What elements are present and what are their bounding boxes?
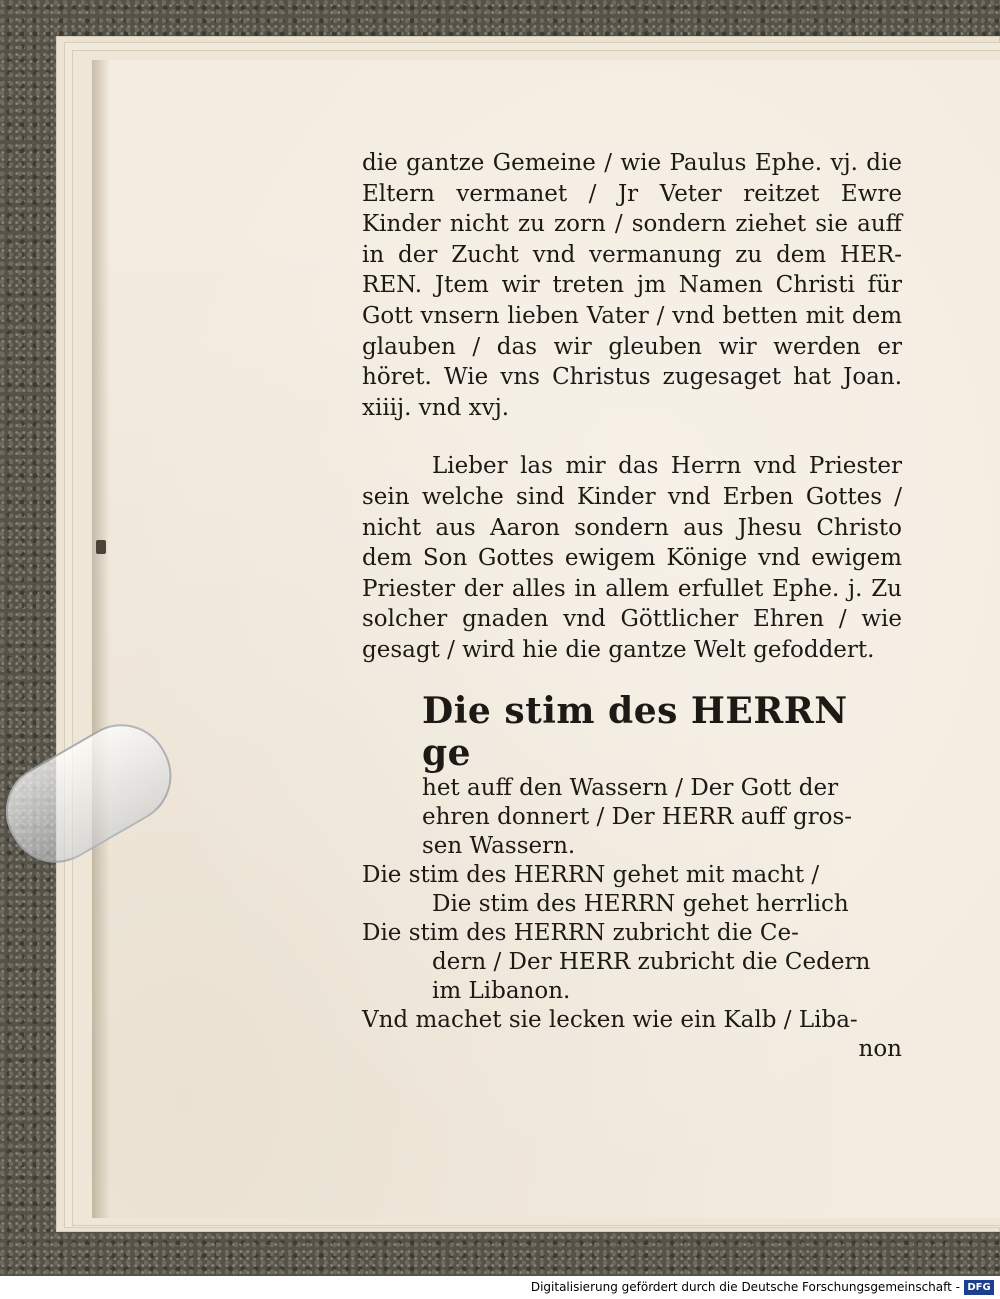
psalm-line: het auff den Wassern / Der Gott der bbox=[422, 775, 839, 801]
psalm-line: Die stim des HERRN zubricht die Ce- bbox=[362, 920, 799, 946]
funding-credit: Digitalisierung gefördert durch die Deutsche Forschungsgemeinschaft - bbox=[530, 1280, 960, 1294]
psalm-line: im Libanon. bbox=[432, 978, 571, 1004]
dfg-logo: DFG bbox=[964, 1280, 994, 1295]
footer-bar bbox=[0, 1276, 1000, 1299]
ink-stain bbox=[96, 540, 106, 554]
psalm-section bbox=[362, 690, 902, 1064]
psalm-line: non bbox=[858, 1036, 902, 1062]
paragraph-1: die gantze Gemeine / wie Paulus Ephe. vj. die Eltern vermanet / Jr Veter reitzet Ewre Kinder nicht zu zorn / sondern ziehet sie auff in der Zucht vnd vermanung zu dem HER-REN. Jtem wir treten jm Namen Christi für Gott vnsern lieben Vater / vnd betten mit dem glauben / das wir gleuben wir werden er höret. Wie vns Christus zugesaget hat Joan. xiiij. vnd xvj. bbox=[362, 150, 902, 421]
psalm-heading: Die stim des HERRN ge bbox=[422, 690, 848, 774]
psalm-line: ehren donnert / Der HERR auff gros- bbox=[422, 804, 853, 830]
psalm-line: Die stim des HERRN gehet herrlich bbox=[432, 891, 849, 917]
paragraph-2: Lieber las mir das Herrn vnd Priester sein welche sind Kinder vnd Erben Gottes / nicht aus Aaron sondern aus Jhesu Christo dem Son Gottes ewigem Könige vnd ewigem Priester der alles in allem erfullet Ephe. j. Zu solcher gnaden vnd Göttlicher Ehren / wie gesagt / wird hie die gantze Welt gefoddert. bbox=[362, 453, 902, 663]
psalm-line: dern / Der HERR zubricht die Cedern bbox=[432, 949, 871, 975]
psalm-line: Vnd machet sie lecken wie ein Kalb / Liba- bbox=[362, 1007, 858, 1033]
psalm-line: sen Wassern. bbox=[422, 833, 576, 859]
spine-shadow bbox=[92, 60, 110, 1218]
body-text bbox=[362, 148, 902, 666]
psalm-line: Die stim des HERRN gehet mit macht / bbox=[362, 862, 820, 888]
